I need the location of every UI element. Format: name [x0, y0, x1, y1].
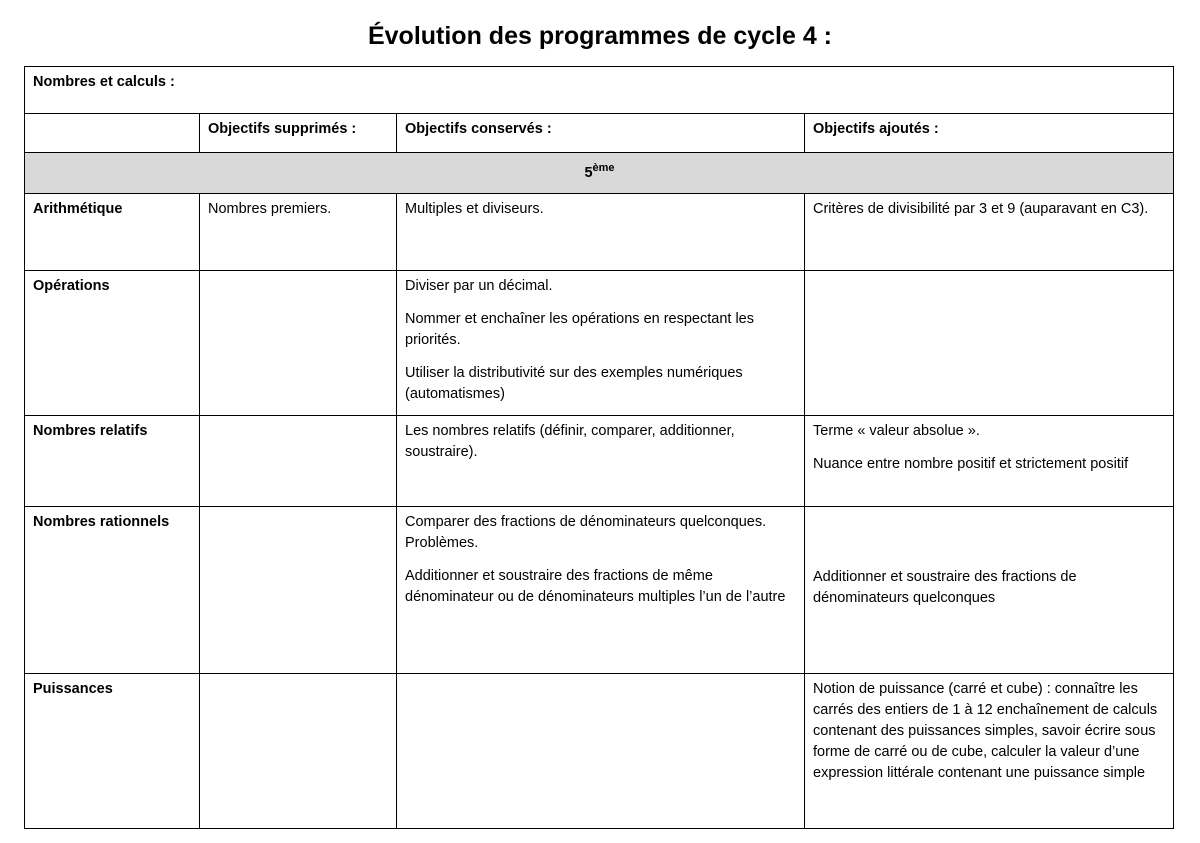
cell-kept-operations: [397, 271, 805, 416]
list-item: Nuance entre nombre positif et strictement positif: [813, 456, 1129, 472]
row-label-arithmetique: Arithmétique: [25, 194, 200, 271]
cell-added-operations: [805, 271, 1174, 416]
row-label-operations: Opérations: [25, 271, 200, 416]
cell-kept-rationnels: [397, 507, 805, 674]
column-header-added: Objectifs ajoutés :: [805, 114, 1174, 153]
cell-added-relatifs: [805, 416, 1174, 507]
list-item: Diviser par un décimal.: [405, 278, 553, 294]
list-item: Nommer et enchaîner les opérations en respectant les priorités.: [405, 311, 754, 348]
cell-removed-arithmetique: Nombres premiers.: [200, 194, 397, 271]
cell-added-rationnels: [805, 507, 1174, 674]
list-item: Comparer des fractions de dénominateurs quelconques. Problèmes.: [405, 514, 767, 551]
list-item: Notion de puissance (carré et cube) : connaître les carrés des entiers de 1 à 12 enchaînement de calculs contenant des puissances simples, savoir écrire sous forme de carré ou de cube, calculer la valeur d’une expression littérale contenant une puissance simple: [813, 681, 1158, 781]
cell-added-puissances: [805, 674, 1174, 829]
section-title: Nombres et calculs :: [25, 67, 1174, 114]
page-title: Évolution des programmes de cycle 4 :: [367, 22, 833, 50]
level-row: [25, 153, 1174, 194]
row-label-puissances: Puissances: [25, 674, 200, 829]
cell-kept-puissances: [397, 674, 805, 829]
cell-removed-relatifs: [200, 416, 397, 507]
cell-removed-puissances: [200, 674, 397, 829]
cell-removed-rationnels: [200, 507, 397, 674]
table-row: [25, 416, 1174, 507]
list-item: Critères de divisibilité par 3 et 9 (auparavant en C3).: [813, 201, 1149, 217]
row-label-rationnels: Nombres rationnels: [25, 507, 200, 674]
cell-kept-arithmetique: [397, 194, 805, 271]
list-item: Multiples et diviseurs.: [405, 201, 544, 217]
column-header-row: [25, 114, 1174, 153]
table-row: [25, 507, 1174, 674]
list-item: Additionner et soustraire des fractions de même dénominateur ou de dénominateurs multiples l’un de l’autre: [405, 568, 786, 605]
cell-kept-relatifs: [397, 416, 805, 507]
level-suffix: ème: [592, 162, 615, 174]
level-label: [25, 153, 1174, 194]
column-header-removed: Objectifs supprimés :: [200, 114, 397, 153]
cell-added-arithmetique: [805, 194, 1174, 271]
table-row: [25, 674, 1174, 829]
list-item: Additionner et soustraire des fractions de dénominateurs quelconques: [813, 569, 1077, 606]
row-label-relatifs: Nombres relatifs: [25, 416, 200, 507]
column-header-empty: [25, 114, 200, 153]
cell-removed-operations: [200, 271, 397, 416]
list-item: Utiliser la distributivité sur des exemples numériques (automatismes): [405, 365, 743, 402]
column-header-kept: Objectifs conservés :: [397, 114, 805, 153]
table-row: [25, 194, 1174, 271]
section-row: [25, 67, 1174, 114]
programme-table: [24, 66, 1174, 829]
table-row: [25, 271, 1174, 416]
list-item: Terme « valeur absolue ».: [813, 423, 980, 439]
list-item: Les nombres relatifs (définir, comparer, additionner, soustraire).: [405, 423, 735, 460]
level-number: 5: [584, 164, 593, 181]
